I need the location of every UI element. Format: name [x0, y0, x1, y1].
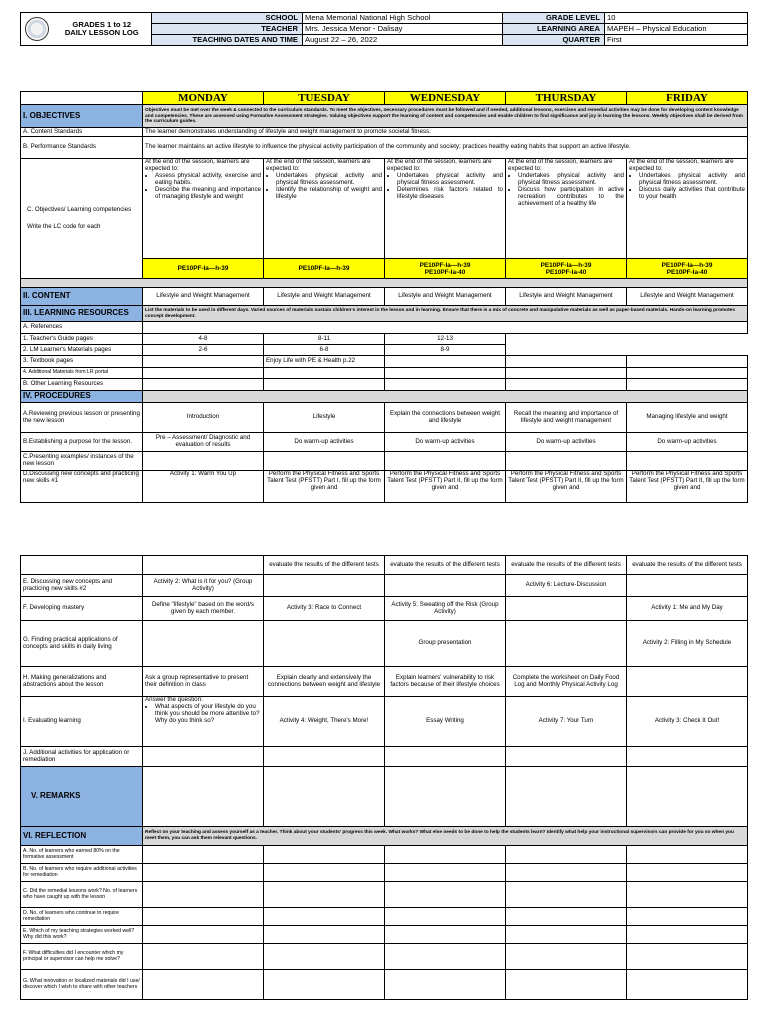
content-standards-value: The learner demonstrates understanding of lifestyle and weight management to promote societal fitness.	[143, 128, 748, 137]
generalizations-monday: Ask a group representative to present their definition in class	[143, 667, 264, 697]
resources-heading: III. LEARNING RESOURCES	[21, 306, 143, 322]
lm-monday: 2-6	[143, 345, 264, 356]
textbook-thursday	[506, 356, 627, 368]
reflection-cell	[264, 846, 385, 864]
other-resources-label: B. Other Learning Resources	[21, 379, 143, 391]
day-wednesday: WEDNESDAY	[385, 92, 506, 105]
reflection-item: F. What difficulties did I encounter which my principal or supervisor can help me solve?	[21, 944, 143, 970]
objectives-intro: At the end of the session, learners are expected to:	[145, 158, 250, 173]
reflection-cell	[506, 882, 627, 908]
reflection-cell	[143, 882, 264, 908]
competencies-label: C. Objectives/ Learning competencies	[27, 205, 132, 213]
discuss2-tuesday	[264, 575, 385, 597]
additional-tuesday	[264, 747, 385, 767]
tg-monday: 4-8	[143, 334, 264, 345]
examples-thursday	[506, 452, 627, 471]
title-cell	[53, 13, 152, 46]
evaluating-intro: Answer the question:	[145, 696, 203, 703]
textbook-label: 3. Textbook pages	[21, 356, 143, 368]
day-monday: MONDAY	[143, 92, 264, 105]
reflection-cell	[143, 908, 264, 926]
reflection-cell	[627, 944, 748, 970]
tg-wednesday: 12-13	[385, 334, 506, 345]
textbook-wednesday	[385, 356, 506, 368]
references-label: A. References	[21, 322, 143, 334]
lc-code-friday	[627, 259, 748, 279]
reflection-cell	[627, 882, 748, 908]
lr-friday	[627, 368, 748, 379]
reflection-cell	[627, 908, 748, 926]
objectives-note: Objectives must be met over the week & connected to the curriculum standards. To meet the objectives, necessary procedures must be followed and if needed, additional lessons, exercises and remedial activities may be done for developing content knowledge and competencies. These are assessed using Formative Assessment strategies. Valuing objectives support the learning of content and competencies and enable children to find significance and joy in learning the lessons. Weekly objectives shall be derived from the curriculum guides.	[143, 105, 748, 128]
reflection-cell	[627, 846, 748, 864]
discuss1-cont-monday	[143, 556, 264, 575]
generalizations-friday	[627, 667, 748, 697]
discuss1-friday: Perform the Physical Fitness and Sports Talent Test (PFSTT) Part II, fill up the form given and	[627, 471, 748, 503]
day-thursday: THURSDAY	[506, 92, 627, 105]
deped-logo-cell	[21, 13, 53, 46]
discuss1-cont-label	[21, 556, 143, 575]
school-value: Mena Memorial National High School	[303, 13, 503, 24]
learning-area-value: MAPEH – Physical Education	[605, 24, 748, 35]
examples-label: C.Presenting examples/ instances of the new lesson	[21, 452, 143, 471]
corner-cell	[21, 92, 143, 105]
reflection-item: G. What innovation or localized materials did I use/ discover which I wish to share with other teachers	[21, 970, 143, 1000]
discuss2-thursday: Activity 6: Lecture-Discussion	[506, 575, 627, 597]
evaluating-thursday: Activity 7: Your Turn	[506, 697, 627, 747]
objective-item: • Undertakes physical activity and physical fitness assessment.	[397, 173, 503, 187]
purpose-thursday: Do warm-up activities	[506, 433, 627, 452]
resources-note: List the materials to be used in different days. Varied sources of materials sustain children's interest in the lesson and in learning. Ensure that there is a mix of concrete and manipulative materials as well as paper-based materials. Hands-on learning promotes concept development.	[143, 306, 748, 322]
quarter-value: First	[605, 35, 748, 46]
objective-item: • Describe the meaning and importance of managing lifestyle and weight	[155, 187, 261, 201]
reflection-cell	[627, 970, 748, 1000]
content-thursday: Lifestyle and Weight Management	[506, 288, 627, 306]
textbook-tuesday: Enjoy Life with PE & Health p.22	[264, 356, 385, 368]
content-friday: Lifestyle and Weight Management	[627, 288, 748, 306]
review-wednesday: Explain the connections between weight and lifestyle	[385, 403, 506, 433]
mastery-wednesday: Activity 5: Sweating off the Risk (Group Activity)	[385, 597, 506, 621]
reflection-cell	[143, 864, 264, 882]
discuss2-wednesday	[385, 575, 506, 597]
objectives-intro: At the end of the session, learners are expected to:	[629, 158, 734, 173]
other-tuesday	[264, 379, 385, 391]
reflection-cell	[385, 926, 506, 944]
remarks-monday	[143, 767, 264, 827]
reflection-cell	[506, 944, 627, 970]
dates-value: August 22 – 26, 2022	[303, 35, 503, 46]
header-table	[20, 12, 748, 46]
other-friday	[627, 379, 748, 391]
reflection-cell	[143, 846, 264, 864]
applications-wednesday: Group presentation	[385, 621, 506, 667]
remarks-thursday	[506, 767, 627, 827]
additional-wednesday	[385, 747, 506, 767]
objectives-friday	[627, 159, 748, 259]
objective-item: • Undertakes physical activity and physical fitness assessment.	[276, 173, 382, 187]
lc-code: PE10PF-Ia-40	[424, 268, 466, 276]
reflection-item: B. No. of learners who require additional activities for remediation	[21, 864, 143, 882]
tg-tuesday: 8-11	[264, 334, 385, 345]
additional-monday	[143, 747, 264, 767]
objective-item: • Assess physical activity, exercise and eating habits.	[155, 173, 261, 187]
references-value	[143, 322, 748, 334]
other-thursday	[506, 379, 627, 391]
objectives-intro: At the end of the session, learners are expected to:	[508, 158, 613, 173]
textbook-friday	[627, 356, 748, 368]
review-friday: Managing lifestyle and weight	[627, 403, 748, 433]
discuss1-cont-thursday: evaluate the results of the different tests	[506, 556, 627, 575]
objectives-intro: At the end of the session, learners are expected to:	[266, 158, 371, 173]
objective-item: • Undertakes physical activity and physical fitness assessment.	[518, 173, 624, 187]
reflection-cell	[264, 864, 385, 882]
lc-code-note: Write the LC code for each	[27, 222, 101, 230]
reflection-cell	[264, 944, 385, 970]
reflection-cell	[506, 970, 627, 1000]
lm-wednesday: 8-9	[385, 345, 506, 356]
review-label: A.Reviewing previous lesson or presenting the new lesson	[21, 403, 143, 433]
other-monday	[143, 379, 264, 391]
mastery-friday: Activity 1: Me and My Day	[627, 597, 748, 621]
dll-title: DAILY LESSON LOG	[64, 28, 139, 37]
reflection-cell	[264, 882, 385, 908]
content-monday: Lifestyle and Weight Management	[143, 288, 264, 306]
teacher-label: TEACHER	[152, 24, 303, 35]
reflection-cell	[506, 846, 627, 864]
tg-empty	[506, 334, 748, 356]
day-friday: FRIDAY	[627, 92, 748, 105]
lr-monday	[143, 368, 264, 379]
generalizations-thursday: Complete the worksheet on Daily Food Log and Monthly Physical Activity Log	[506, 667, 627, 697]
performance-standards-label: B. Performance Standards	[21, 137, 143, 159]
additional-friday	[627, 747, 748, 767]
teacher-value: Mrs. Jessica Menor - Dalisay	[303, 24, 503, 35]
day-tuesday: TUESDAY	[264, 92, 385, 105]
objectives-heading: I. OBJECTIVES	[21, 105, 143, 128]
additional-label: J. Additional activities for application or remediation	[21, 747, 143, 767]
dates-label: TEACHING DATES AND TIME	[152, 35, 303, 46]
lesson-log-table-page2	[20, 555, 748, 1000]
reflection-cell	[506, 908, 627, 926]
purpose-friday: Do warm-up activities	[627, 433, 748, 452]
objectives-tuesday	[264, 159, 385, 259]
reflection-cell	[385, 846, 506, 864]
reflection-item: A. No. of learners who earned 80% on the formative assessment	[21, 846, 143, 864]
mastery-monday: Define "lifestyle" based on the word/s given by each member.	[143, 597, 264, 621]
objective-item: • Discuss how participation in active recreation contributes to the achievement of a healthy life	[518, 187, 624, 208]
content-wednesday: Lifestyle and Weight Management	[385, 288, 506, 306]
objectives-thursday	[506, 159, 627, 259]
grades-title: GRADES 1 to 12	[72, 19, 132, 29]
reflection-cell	[506, 864, 627, 882]
spacer-row	[21, 279, 748, 288]
discuss1-thursday: Perform the Physical Fitness and Sports Talent Test (PFSTT) Part II, fill up the form given and	[506, 471, 627, 503]
discuss2-label: E. Discussing new concepts and practicing new skills #2	[21, 575, 143, 597]
lr-wednesday	[385, 368, 506, 379]
purpose-tuesday: Do warm-up activities	[264, 433, 385, 452]
discuss1-monday: Activity 1: Warm You Up	[143, 471, 264, 503]
discuss2-monday: Activity 2: What is it for you? (Group Activity)	[143, 575, 264, 597]
lc-code: PE10PF-Ia—h-39	[661, 261, 713, 269]
examples-monday	[143, 452, 264, 471]
reflection-heading: VI. REFLECTION	[21, 827, 143, 846]
evaluating-question: • What aspects of your lifestyle do you think you should be more attentive to? Why do you think so?	[155, 704, 261, 725]
purpose-wednesday: Do warm-up activities	[385, 433, 506, 452]
discuss1-wednesday: Perform the Physical Fitness and Sports Talent Test (PFSTT) Part II, fill up the form given and	[385, 471, 506, 503]
lr-tuesday	[264, 368, 385, 379]
generalizations-wednesday: Explain learners' vulnerability to risk factors because of their lifestyle choices	[385, 667, 506, 697]
reflection-cell	[264, 908, 385, 926]
discuss1-tuesday: Perform the Physical Fitness and Sports Talent Test (PFSTT) Part I, fill up the form given and	[264, 471, 385, 503]
content-heading: II. CONTENT	[21, 288, 143, 306]
lc-code-thursday	[506, 259, 627, 279]
remarks-wednesday	[385, 767, 506, 827]
mastery-thursday	[506, 597, 627, 621]
examples-wednesday	[385, 452, 506, 471]
performance-standards-value: The learner maintains an active lifestyle to influence the physical activity participation of the community and society; practices healthy eating habits that support an active lifestyle.	[143, 137, 748, 159]
reflection-cell	[264, 970, 385, 1000]
additional-thursday	[506, 747, 627, 767]
learning-area-label: LEARNING AREA	[503, 24, 605, 35]
reflection-cell	[264, 926, 385, 944]
review-tuesday: Lifestyle	[264, 403, 385, 433]
deped-seal-icon	[25, 17, 49, 41]
lm-label: 2. LM Learner's Materials pages	[21, 345, 143, 356]
reflection-cell	[627, 926, 748, 944]
reflection-cell	[143, 926, 264, 944]
objective-item: • Undertakes physical activity and physical fitness assessment.	[639, 173, 745, 187]
school-label: SCHOOL	[152, 13, 303, 24]
reflection-cell	[627, 864, 748, 882]
mastery-label: F. Developing mastery	[21, 597, 143, 621]
reflection-item: E. Which of my teaching strategies worked well? Why did this work?	[21, 926, 143, 944]
examples-tuesday	[264, 452, 385, 471]
other-wednesday	[385, 379, 506, 391]
lc-code: PE10PF-Ia-40	[545, 268, 587, 276]
objectives-intro: At the end of the session, learners are expected to:	[387, 158, 492, 173]
content-standards-label: A. Content Standards	[21, 128, 143, 137]
reflection-cell	[143, 944, 264, 970]
content-tuesday: Lifestyle and Weight Management	[264, 288, 385, 306]
reflection-cell	[143, 970, 264, 1000]
lc-code: PE10PF-Ia—h-39	[419, 261, 471, 269]
procedures-note	[143, 391, 748, 403]
lc-code: PE10PF-Ia-40	[666, 268, 708, 276]
applications-friday: Activity 2: Filling in My Schedule	[627, 621, 748, 667]
quarter-label: QUARTER	[503, 35, 605, 46]
lc-code: PE10PF-Ia—h-39	[298, 265, 350, 273]
purpose-label: B.Establishing a purpose for the lesson.	[21, 433, 143, 452]
generalizations-label: H. Making generalizations and abstractions about the lesson	[21, 667, 143, 697]
lc-code: PE10PF-Ia—h-39	[177, 265, 229, 273]
lr-portal-label: 4. Additional Materials from LR portal	[21, 368, 143, 379]
reflection-item: C. Did the remedial lessons work? No. of learners who have caught up with the lesson	[21, 882, 143, 908]
applications-monday	[143, 621, 264, 667]
remarks-tuesday	[264, 767, 385, 827]
reflection-note: Reflect on your teaching and assess yourself as a teacher. Think about your students' progress this week. What works? What else needs to be done to help the students learn? Identify what help your instructional supervisors can provide for you so when you meet them, you can ask them relevant questions.	[143, 827, 748, 846]
discuss1-label: D.Discussing new concepts and practicing new skills #1	[21, 471, 143, 503]
evaluating-wednesday: Essay Writing	[385, 697, 506, 747]
evaluating-friday: Activity 3: Check It Out!	[627, 697, 748, 747]
remarks-heading: V. REMARKS	[21, 767, 143, 827]
examples-friday	[627, 452, 748, 471]
lc-code-tuesday	[264, 259, 385, 279]
grade-level-label: GRADE LEVEL	[503, 13, 605, 24]
lm-tuesday: 6-8	[264, 345, 385, 356]
reflection-cell	[385, 864, 506, 882]
objective-item: • Determines risk factors related to lifestyle diseases	[397, 187, 503, 201]
lc-code-monday	[143, 259, 264, 279]
reflection-cell	[385, 882, 506, 908]
lc-code-wednesday	[385, 259, 506, 279]
evaluating-monday	[143, 697, 264, 747]
purpose-monday: Pre – Assessment/ Diagnostic and evaluation of results	[143, 433, 264, 452]
lr-thursday	[506, 368, 627, 379]
mastery-tuesday: Activity 3: Race to Connect	[264, 597, 385, 621]
applications-thursday	[506, 621, 627, 667]
discuss1-cont-wednesday: evaluate the results of the different tests	[385, 556, 506, 575]
tg-label: 1. Teacher's Guide pages	[21, 334, 143, 345]
review-monday: Introduction	[143, 403, 264, 433]
review-thursday: Recall the meaning and importance of lifestyle and weight management	[506, 403, 627, 433]
evaluating-tuesday: Activity 4: Weight, There's More!	[264, 697, 385, 747]
objectives-wednesday	[385, 159, 506, 259]
reflection-item: D. No. of learners who continue to require remediation	[21, 908, 143, 926]
reflection-cell	[506, 926, 627, 944]
discuss1-cont-friday: evaluate the results of the different tests	[627, 556, 748, 575]
reflection-cell	[385, 970, 506, 1000]
discuss1-cont-tuesday: evaluate the results of the different tests	[264, 556, 385, 575]
grade-level-value: 10	[605, 13, 748, 24]
generalizations-tuesday: Explain clearly and extensively the connections between weight and lifestyle	[264, 667, 385, 697]
evaluating-label: I. Evaluating learning	[21, 697, 143, 747]
applications-tuesday	[264, 621, 385, 667]
lesson-log-table-page1	[20, 91, 748, 503]
procedures-heading: IV. PROCEDURES	[21, 391, 143, 403]
objectives-monday	[143, 159, 264, 259]
objective-item: • Identify the relationship of weight and lifestyle	[276, 187, 382, 201]
objective-item: • Discuss daily activities that contribute to your health	[639, 187, 745, 201]
competencies-label-cell	[21, 159, 143, 279]
applications-label: G. Finding practical applications of concepts and skills in daily living	[21, 621, 143, 667]
textbook-monday	[143, 356, 264, 368]
lc-code: PE10PF-Ia—h-39	[540, 261, 592, 269]
reflection-cell	[385, 908, 506, 926]
reflection-cell	[385, 944, 506, 970]
remarks-friday	[627, 767, 748, 827]
discuss2-friday	[627, 575, 748, 597]
